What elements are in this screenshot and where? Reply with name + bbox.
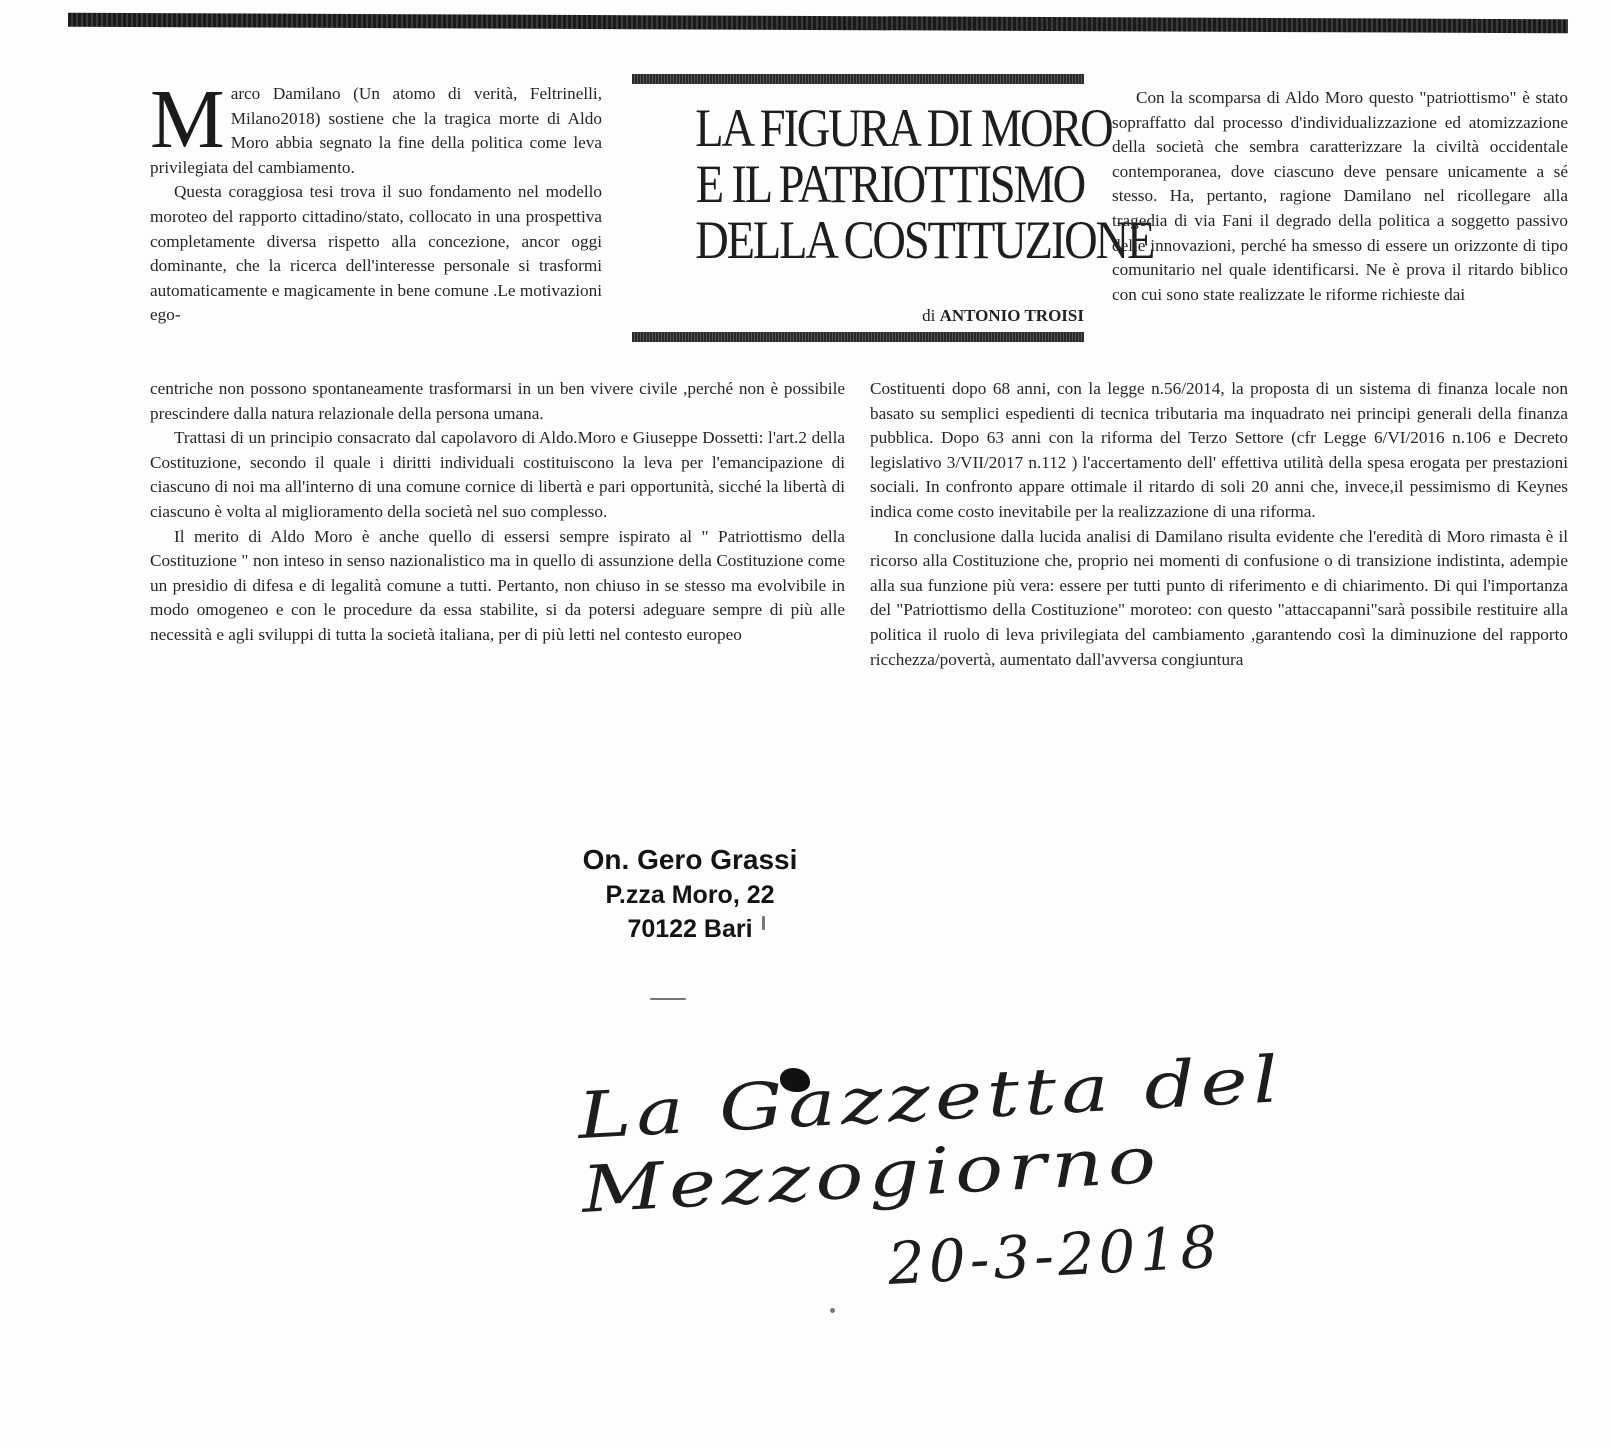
article-column-c bbox=[1112, 86, 1568, 307]
byline-author: ANTONIO TROISI bbox=[939, 306, 1084, 325]
paragraph: Trattasi di un principio consacrato dal capolavoro di Aldo.Moro e Giuseppe Dossetti: l'art.2 della Costituzione, secondo il quale i diritti individuali costituiscono la leva per l'emancipazione di ciascuno di noi ma all'interno di una comune cornice di libertà e pari opportunità, sicché la libertà di ciascuno è volta al miglioramento della società nel suo complesso. bbox=[150, 428, 845, 521]
top-rule bbox=[68, 13, 1568, 34]
paragraph: In conclusione dalla lucida analisi di Damilano risulta evidente che l'eredità di Moro rimasta è il ricorso alla Costituzione che, proprio nei momenti di confusione o di transizione indistinta, adempie alla sua funzione più vera: essere per tutti punto di riferimento e di chiarimento. Di qui l'importanza del "Patriottismo della Costituzione" moroteo: con questo "attaccapanni"sarà possibile restituire alla politica il ruolo di leva privilegiata del cambiamento ,garantendo così la diminuzione del rapporto ricchezza/povertà, aumentato dall'avversa congiuntura bbox=[870, 526, 1568, 669]
paragraph: centriche non possono spontaneamente trasformarsi in un ben vivere civile ,perché non è possibile prescindere dalla natura relazionale della persona umana. bbox=[150, 379, 845, 423]
headline-top-rule bbox=[632, 74, 1084, 84]
article-column-d bbox=[870, 377, 1568, 672]
headline-line: E IL PATRIOTTISMO bbox=[695, 154, 1084, 214]
headline-line: DELLA COSTITUZIONE bbox=[695, 210, 1154, 270]
paragraph-text: arco Damilano (Un atomo di verità, Feltrinelli, Milano2018) sostiene che la tragica morte di Aldo Moro abbia segnato la fine della politica come leva privilegiata del cambiamento. bbox=[150, 84, 602, 177]
address-name: On. Gero Grassi bbox=[582, 844, 798, 875]
byline-prefix: di bbox=[922, 306, 936, 325]
handwritten-source: La Gazzetta del Mezzogiorno bbox=[576, 1043, 1286, 1228]
paragraph: Costituenti dopo 68 anni, con la legge n.56/2014, la proposta di un sistema di finanza locale non basato su semplici espedienti di tecnica tributaria ma inquadrato nei principi generali della finanza pubblica. Dopo 63 anni con la riforma del Terzo Settore (cfr Legge 6/VI/2016 n.106 e Decreto legislativo 3/VII/2017 n.112 ) l'accertamento dell' effettiva utilità della spesa erogata per prestazioni sociali. In confronto appare ottimale il ritardo di soli 20 anni che, invece,il pessimismo di Keynes indica come costo inevitabile per la realizzazione di una riforma. bbox=[870, 379, 1568, 521]
article-column-a bbox=[150, 73, 602, 328]
address-city: 70122 Bari bbox=[627, 915, 753, 943]
address-block bbox=[520, 842, 860, 946]
address-street: P.zza Moro, 22 bbox=[605, 881, 775, 909]
headline-box bbox=[632, 74, 1154, 350]
paragraph bbox=[150, 73, 602, 180]
headline-line: LA FIGURA DI MORO bbox=[695, 98, 1112, 158]
scan-speck bbox=[762, 916, 765, 930]
headline-bottom-rule bbox=[632, 332, 1084, 342]
drop-cap: M bbox=[150, 73, 225, 166]
byline bbox=[922, 306, 1084, 326]
headline bbox=[695, 98, 1154, 270]
paragraph: Questa coraggiosa tesi trova il suo fondamento nel modello moroteo del rapporto cittadino/stato, collocato in una prospettiva completamente diversa rispetto alla concezione, ancor oggi dominante, che la ricerca dell'interesse personale si trasformi automaticamente e magicamente in bene comune .Le motivazioni ego- bbox=[150, 182, 602, 325]
scan-speck bbox=[650, 998, 686, 1000]
scan-speck bbox=[830, 1308, 835, 1313]
article-column-b bbox=[150, 377, 845, 648]
paragraph: Con la scomparsa di Aldo Moro questo "patriottismo" è stato sopraffatto dal processo d'individualizzazione ed atomizzazione della società che sembra caratterizzare la civiltà occidentale contemporanea, dove ciascuno deve pensare unicamente a sé stesso. Ha, pertanto, ragione Damilano nel ricollegare alla tragedia di via Fani il degrado della politica a soggetto passivo delle innovazioni, perché ha smesso di essere un orizzonte di tipo comunitario nel quale identificarsi. Ne è prova il ritardo biblico con cui sono state realizzate le riforme richieste dai bbox=[1112, 88, 1568, 304]
handwritten-date: 20-3-2018 bbox=[886, 1212, 1223, 1298]
paragraph: Il merito di Aldo Moro è anche quello di essersi sempre ispirato al " Patriottismo della Costituzione " non inteso in senso nazionalistico ma in quello di assunzione della Costituzione come un presidio di difesa e di legalità comune a tutti. Pertanto, non chiuso in se stesso ma evolvibile in modo omogeneo e con le procedure da essa stabilite, si da potersi adeguare sempre di più alle necessità e agli sviluppi di tutta la società italiana, per di più letti nel contesto europeo bbox=[150, 526, 845, 644]
